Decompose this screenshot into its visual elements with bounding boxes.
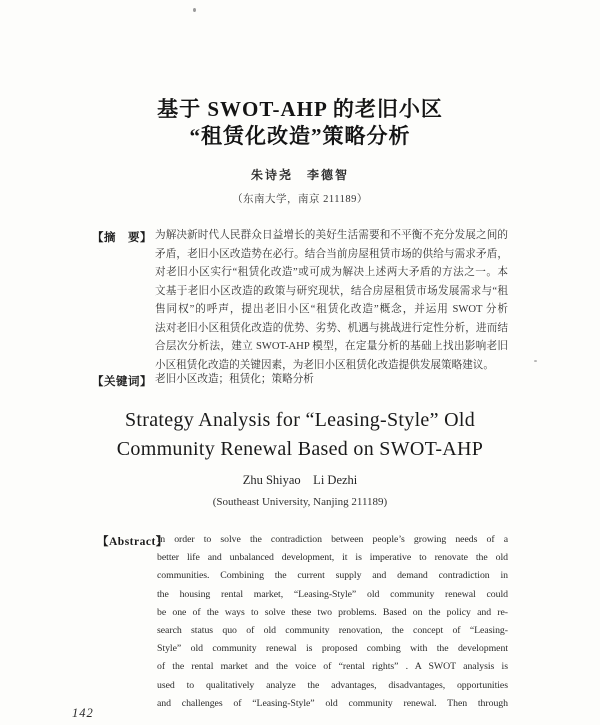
abstract-line: 文基于老旧小区改造的政策与研究现状，结合房屋租赁市场发展需求与“租 — [155, 285, 508, 297]
abstract-line: used to qualitatively analyze the advantages, disadvantages, opportunities — [157, 679, 508, 691]
abstract-line: 对老旧小区实行“租赁化改造”或可成为解决上述两大矛盾的方法之一。本 — [155, 267, 508, 278]
abstract-line: 法对老旧小区租赁化改造的优势、劣势、机遇与挑战进行定性分析，进而结 — [155, 322, 508, 334]
english-abstract-label: 【Abstract】 — [97, 536, 168, 548]
english-authors: Zhu Shiyao Li Dezhi — [242, 473, 358, 487]
scan-speck — [193, 8, 196, 12]
page-number: 142 — [72, 706, 94, 720]
chinese-abstract-label: 【摘 要】 — [92, 232, 152, 244]
abstract-line: search status quo of old community renovation, the concept of “Leasing- — [157, 624, 508, 636]
abstract-line: the housing rental market, “Leasing-Style” old community renewal could — [157, 588, 508, 600]
abstract-line: better life and unbalanced development, it is imperative to renovate the old — [157, 552, 508, 564]
abstract-line: and challenges of “Leasing-Style” old community renewal. Then through — [157, 697, 508, 709]
chinese-authors: 朱诗尧 李德智 — [250, 168, 349, 182]
abstract-line: In order to solve the contradiction between people’s growing needs of a — [157, 534, 508, 545]
english-title-line1: Strategy Analysis for “Leasing-Style” Old — [124, 409, 475, 431]
english-abstract — [157, 531, 508, 713]
abstract-line: be one of the ways to solve these two problems. Based on the policy and re- — [157, 606, 508, 618]
english-affiliation: (Southeast University, Nanjing 211189) — [212, 496, 388, 508]
abstract-line: 合层次分析法，建立 SWOT-AHP 模型，在定量分析的基础上找出影响老旧 — [155, 341, 508, 352]
chinese-affiliation: （东南大学，南京 211189） — [232, 194, 368, 205]
abstract-line: 为解决新时代人民群众日益增长的美好生活需要和不平衡不充分发展之间的 — [155, 230, 508, 241]
abstract-line: of the rental market and the voice of “rental rights” . A SWOT analysis is — [157, 661, 508, 673]
chinese-keywords: 老旧小区改造；租赁化；策略分析 — [155, 374, 314, 385]
abstract-line: communities. Combining the current supply and demand contradiction in — [157, 570, 508, 582]
english-title-line2: Community Renewal Based on SWOT-AHP — [116, 438, 484, 460]
abstract-line: 矛盾，老旧小区改造势在必行。结合当前房屋租赁市场的供给与需求矛盾， — [155, 248, 508, 260]
scan-speck — [534, 360, 537, 362]
abstract-line: Style” old community renewal is proposed combing with the development — [157, 643, 508, 655]
abstract-line: 售同权”的呼声，提出老旧小区“租赁化改造”概念，并运用 SWOT 分析 — [155, 304, 508, 315]
chinese-title-line2: “租赁化改造”策略分析 — [189, 124, 411, 148]
chinese-title-line1: 基于 SWOT-AHP 的老旧小区 — [157, 97, 443, 121]
chinese-abstract — [155, 227, 508, 375]
abstract-line: 小区租赁化改造的关键因素，为老旧小区租赁化改造提供发展策略建议。 — [155, 359, 494, 371]
chinese-keywords-label: 【关键词】 — [92, 376, 152, 388]
